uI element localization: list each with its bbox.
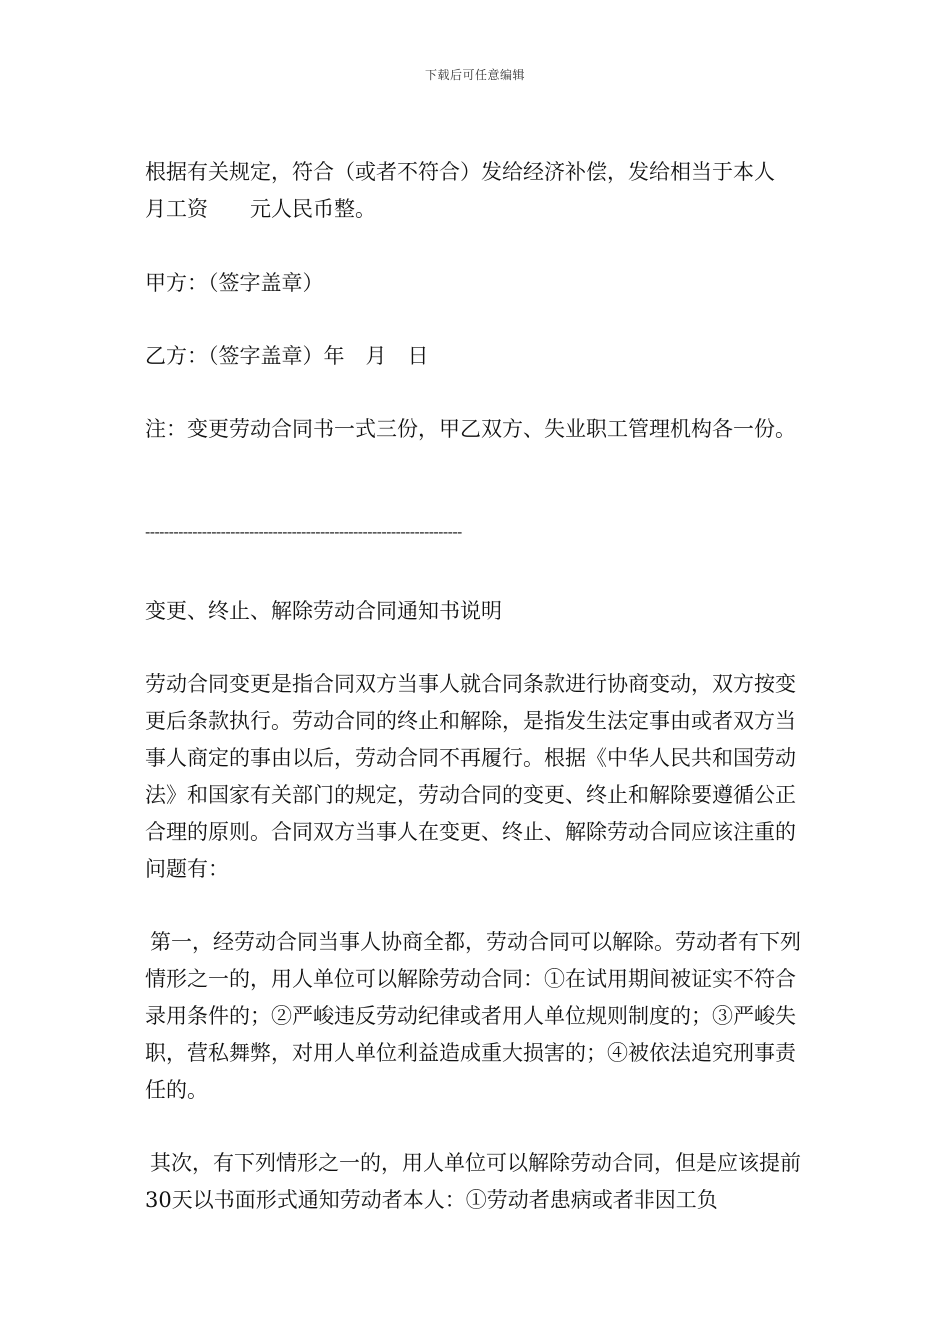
first-point-paragraph: 第一，经劳动合同当事人协商全都，劳动合同可以解除。劳动者有下列情形之一的，用人单位可以解除劳动合同：①在试用期间被证实不符合录用条件的；②严峻违反劳动纪律或者用人单位规则制度的；③严峻失职，营私舞弊，对用人单位利益造成重大损害的；④被依法追究刑事责任的。 bbox=[145, 930, 801, 1102]
intro-paragraph: 劳动合同变更是指合同双方当事人就合同条款进行协商变动，双方按变更后条款执行。劳动合同的终止和解除，是指发生法定事由或者双方当事人商定的事由以后，劳动合同不再履行。根据《中华人民共和国劳动法》和国家有关部门的规定，劳动合同的变更、终止和解除要遵循公正合理的原则。合同双方当事人在变更、终止、解除劳动合同应该注重的问题有： bbox=[145, 672, 796, 881]
page-header: 下载后可任意编辑 bbox=[424, 68, 525, 82]
divider-line: ------------------------------------------------------------------- bbox=[145, 524, 462, 541]
party-a-signature-line: 甲方：（签字盖章） bbox=[145, 271, 324, 295]
second-point-paragraph: 其次，有下列情形之一的，用人单位可以解除劳动合同，但是应该提前30天以书面形式通知劳动者本人：①劳动者患病或者非因工负 bbox=[145, 1151, 801, 1212]
note-paragraph: 注：变更劳动合同书一式三份，甲乙双方、失业职工管理机构各一份。 bbox=[145, 417, 796, 441]
section-title: 变更、终止、解除劳动合同通知书说明 bbox=[145, 599, 502, 623]
party-b-signature-line: 乙方：（签字盖章）年 月 日 bbox=[145, 344, 429, 368]
compensation-paragraph: 根据有关规定，符合（或者不符合）发给经济补偿，发给相当于本人 月工资 元人民币整。 bbox=[145, 160, 796, 221]
